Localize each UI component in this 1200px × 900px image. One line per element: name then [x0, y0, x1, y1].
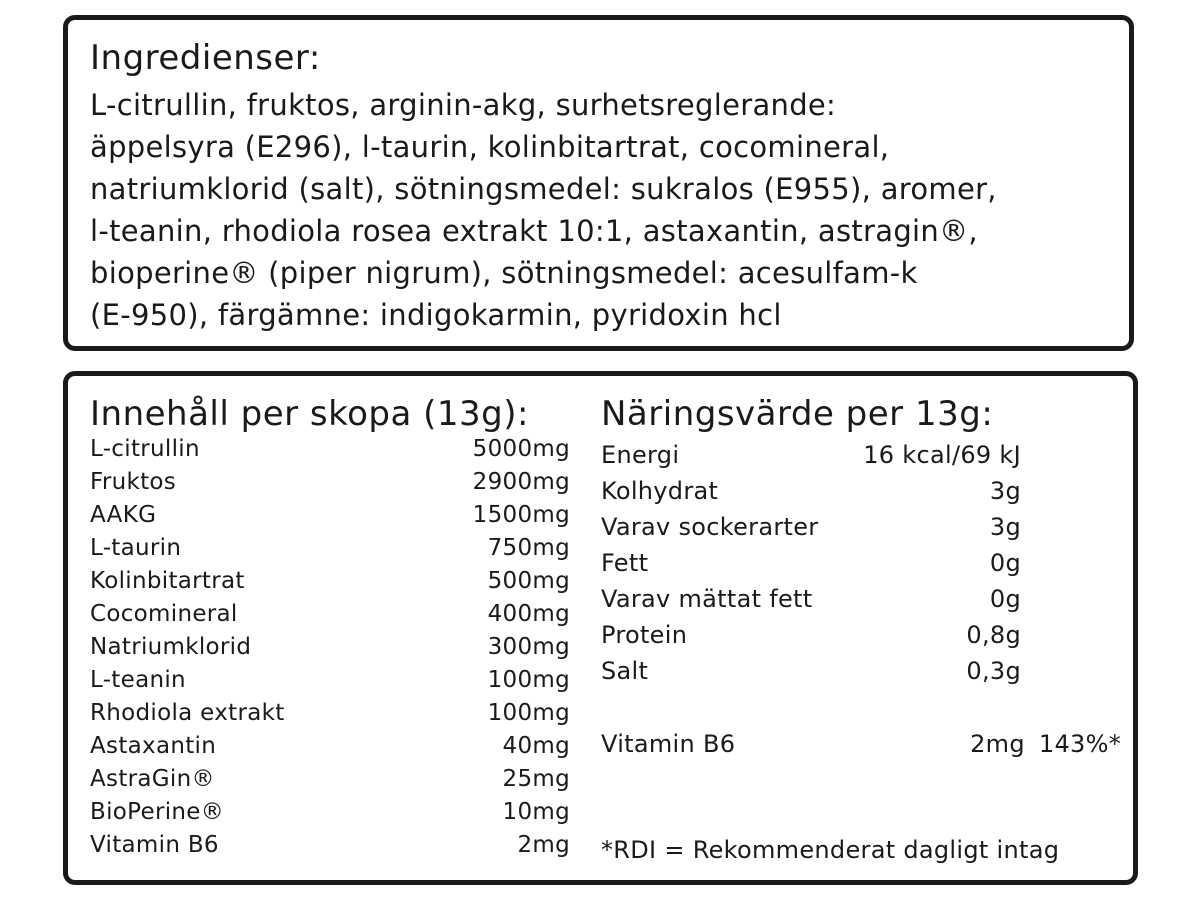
content-row [90, 795, 570, 828]
content-value: 100mg [487, 666, 570, 693]
nutrition-value: 16 kcal/69 kJ [863, 441, 1021, 469]
content-name: Rhodiola extrakt [90, 699, 285, 726]
ingredients-text [90, 84, 1120, 336]
nutrition-row [601, 545, 1021, 581]
content-name: Astaxantin [90, 732, 217, 759]
nutrition-value: 0g [989, 549, 1021, 577]
content-name: AAKG [90, 501, 157, 528]
content-value: 2mg [517, 831, 570, 858]
content-name: AstraGin® [90, 765, 215, 792]
ingredients-line: bioperine® (piper nigrum), sötningsmedel: acesulfam-k [90, 256, 918, 290]
content-row [90, 663, 570, 696]
nutrition-value: 0,3g [966, 657, 1021, 685]
ingredients-line: äppelsyra (E296), l-taurin, kolinbitartrat, cocomineral, [90, 130, 890, 164]
nutrition-name: Kolhydrat [601, 477, 719, 505]
nutrition-name: Fett [601, 549, 649, 577]
vitamin-rdi-percent: 143%* [1038, 730, 1121, 758]
content-row [90, 531, 570, 564]
rdi-footnote: *RDI = Rekommenderat dagligt intag [601, 836, 1060, 864]
content-value: 25mg [502, 765, 570, 792]
ingredients-line: l-teanin, rhodiola rosea extrakt 10:1, astaxantin, astragin®, [90, 214, 978, 248]
content-nutrition-panel [63, 371, 1138, 885]
content-row [90, 630, 570, 663]
vitamin-amount: 2mg [970, 730, 1025, 758]
nutrition-name: Protein [601, 621, 688, 649]
vitamin-b6-row [601, 726, 1121, 762]
nutrition-name: Varav mättat fett [601, 585, 813, 613]
content-name: BioPerine® [90, 798, 225, 825]
nutrition-row [601, 617, 1021, 653]
content-value: 500mg [487, 567, 570, 594]
vitamin-name: Vitamin B6 [601, 730, 736, 758]
content-name: Kolinbitartrat [90, 567, 245, 594]
content-value: 1500mg [472, 501, 570, 528]
content-value: 400mg [487, 600, 570, 627]
nutrition-row [601, 509, 1021, 545]
ingredients-line: natriumklorid (salt), sötningsmedel: sukralos (E955), aromer, [90, 172, 997, 206]
content-value: 5000mg [472, 435, 570, 462]
nutrition-value: 3g [989, 477, 1021, 505]
content-name: L-taurin [90, 534, 182, 561]
nutrition-row [601, 653, 1021, 689]
ingredients-title: Ingredienser: [90, 38, 321, 78]
content-value: 2900mg [472, 468, 570, 495]
nutrition-row [601, 581, 1021, 617]
nutrition-name: Energi [601, 441, 680, 469]
content-row [90, 762, 570, 795]
content-per-scoop-title: Innehåll per skopa (13g): [90, 394, 529, 434]
content-value: 10mg [502, 798, 570, 825]
nutrition-value: 3g [989, 513, 1021, 541]
ingredients-line: (E-950), färgämne: indigokarmin, pyridoxin hcl [90, 298, 782, 332]
content-row [90, 729, 570, 762]
nutrition-name: Varav sockerarter [601, 513, 819, 541]
ingredients-panel [63, 15, 1134, 351]
content-name: Natriumklorid [90, 633, 252, 660]
content-name: Vitamin B6 [90, 831, 219, 858]
content-value: 100mg [487, 699, 570, 726]
content-name: L-citrullin [90, 435, 200, 462]
nutrition-row [601, 437, 1021, 473]
content-list [90, 432, 570, 861]
nutrition-name: Salt [601, 657, 649, 685]
nutrition-title: Näringsvärde per 13g: [601, 394, 994, 434]
nutrition-row [601, 473, 1021, 509]
content-row [90, 696, 570, 729]
content-row [90, 828, 570, 861]
content-name: Cocomineral [90, 600, 238, 627]
content-row [90, 432, 570, 465]
nutrition-list [601, 437, 1021, 689]
nutrition-value: 0,8g [966, 621, 1021, 649]
content-row [90, 498, 570, 531]
content-name: Fruktos [90, 468, 177, 495]
content-row [90, 597, 570, 630]
content-value: 40mg [502, 732, 570, 759]
content-row [90, 564, 570, 597]
content-value: 300mg [487, 633, 570, 660]
content-name: L-teanin [90, 666, 186, 693]
ingredients-line: L-citrullin, fruktos, arginin-akg, surhetsreglerande: [90, 88, 837, 122]
content-row [90, 465, 570, 498]
content-value: 750mg [487, 534, 570, 561]
nutrition-value: 0g [989, 585, 1021, 613]
